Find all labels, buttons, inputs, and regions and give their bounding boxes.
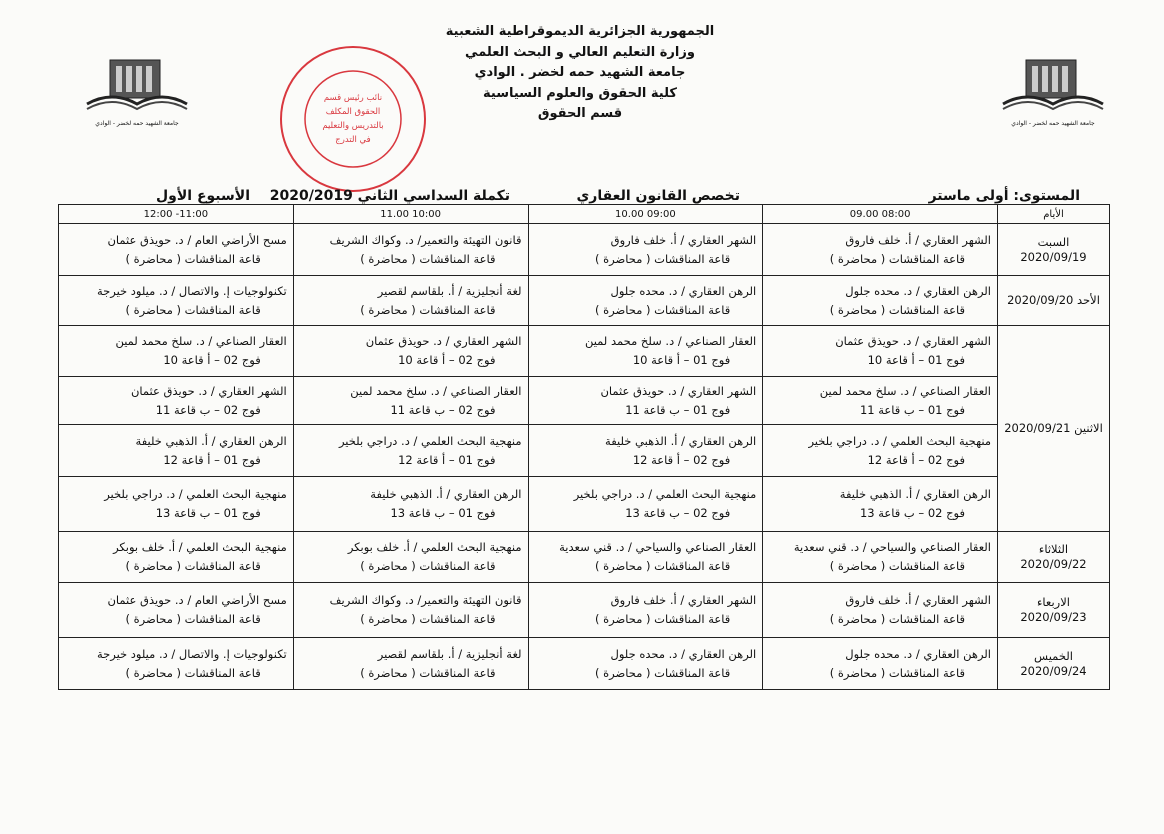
session-cell [293,425,528,477]
session-cell [293,638,528,690]
session-course: الشهر العقاري / د. حويذق عثمان [835,334,991,348]
session-course: العقار الصناعي / د. سلخ محمد لمين [819,383,991,398]
header-line: جامعة الشهيد حمه لخضر . الوادي [474,65,686,80]
session-course: الرهن العقاري / د. محده جلول [845,283,991,298]
session-cell [763,638,998,690]
session-cell [293,477,528,532]
table-row [59,425,1110,477]
schedule-body [59,224,1110,690]
session-room: قاعة المناقشات ( محاضرة ) [829,251,965,266]
session-room: قاعة المناقشات ( محاضرة ) [125,665,261,680]
logo-caption: جامعة الشهيد حمه لخضر - الوادي [1011,120,1095,127]
session-cell [59,224,294,276]
session-cell [763,532,998,583]
session-course: منهجية البحث العلمي / أ. خلف بوبكر [347,540,522,554]
session-course: الشهر العقاري / د. حويذق عثمان [130,383,287,398]
time-slot-header: 09:00 10.00 [528,205,763,224]
session-room: فوج 02 – ب قاعة 13 [859,506,965,520]
day-cell: الثلاثاء 2020/09/22 [998,532,1110,583]
university-building-icon [82,52,192,112]
header-line: كلية الحقوق والعلوم السياسية [483,85,677,101]
day-cell: الاربعاء 2020/09/23 [998,583,1110,638]
table-row [59,583,1110,638]
session-cell [763,583,998,638]
session-course: العقار الصناعي / د. سلخ محمد لمين [584,334,757,348]
table-row [59,224,1110,276]
session-course: الرهن العقاري / د. محده جلول [845,646,991,661]
stamp-ring-text [268,44,274,47]
session-cell [763,377,998,425]
session-cell [528,532,763,583]
session-cell [59,326,294,377]
session-course: العقار الصناعي / د. سلخ محمد لمين [350,383,522,398]
session-room: قاعة المناقشات ( محاضرة ) [360,251,496,266]
session-room: قاعة المناقشات ( محاضرة ) [125,302,261,317]
session-course: العقار الصناعي والسياحي / د. قني سعدية [559,540,757,554]
session-room: قاعة المناقشات ( محاضرة ) [594,665,731,680]
session-cell [59,532,294,583]
official-stamp [268,44,438,194]
session-cell [528,377,763,425]
session-course: الرهن العقاري / د. محده جلول [610,283,757,298]
session-cell [59,377,294,425]
session-cell [763,477,998,532]
semester-label: تكملة السداسي الثاني 2020/2019 [269,188,510,204]
session-room: قاعة المناقشات ( محاضرة ) [829,302,965,317]
session-room: قاعة المناقشات ( محاضرة ) [360,302,496,317]
university-logo [82,52,192,127]
session-course: الرهن العقاري / د. محده جلول [610,646,757,661]
session-course: العقار الصناعي / د. سلخ محمد لمين [115,334,287,348]
session-course: الشهر العقاري / أ. خلف فاروق [610,593,757,607]
session-cell [59,477,294,532]
session-course: الرهن العقاري / أ. الذهبي خليفة [839,487,991,501]
session-cell [293,326,528,377]
session-room: قاعة المناقشات ( محاضرة ) [829,559,965,573]
session-course: منهجية البحث العلمي / د. دراجي بلخير [104,487,287,501]
session-room: فوج 02 – ب قاعة 13 [625,506,731,520]
session-course: مسح الأراضي العام / د. حويذق عثمان [107,232,287,247]
session-cell [59,583,294,638]
session-cell [528,224,763,276]
session-room: فوج 01 – أ قاعة 10 [867,353,965,367]
session-room: فوج 01 – ب قاعة 11 [859,402,965,417]
session-cell [528,477,763,532]
session-cell [59,638,294,690]
session-room: قاعة المناقشات ( محاضرة ) [829,665,965,680]
session-cell [293,377,528,425]
session-course: منهجية البحث العلمي / د. دراجي بلخير [808,433,991,448]
session-course: الشهر العقاري / أ. خلف فاروق [610,232,757,247]
svg-text:وزارة التعليم العالي والبحث ال [268,44,274,47]
session-room: قاعة المناقشات ( محاضرة ) [594,251,731,266]
session-course: الشهر العقاري / أ. خلف فاروق [845,232,991,247]
session-course: قانون التهيئة والتعمير/ د. وكواك الشريف [329,232,522,247]
session-room: فوج 01 – أ قاعة 10 [632,353,731,367]
schedule-table [58,204,1110,690]
stamp-line: بالتدريس والتعليم [322,121,384,131]
session-cell [763,224,998,276]
stamp-line: نائب رئيس قسم [323,93,383,103]
session-room: فوج 01 – ب قاعة 13 [390,506,496,520]
university-logo [998,52,1108,127]
header-line: الجمهورية الجزائرية الديموقراطية الشعبية [445,24,715,39]
session-room: قاعة المناقشات ( محاضرة ) [360,612,496,626]
session-course: الشهر العقاري / د. حويذق عثمان [365,334,522,348]
session-room: فوج 01 – ب قاعة 11 [625,402,731,417]
session-course: لغة أنجليزية / أ. بلقاسم لقصير [377,283,522,298]
table-header-row [59,205,1110,224]
session-course: تكنولوجيات إ. والاتصال / د. ميلود خيرجة [96,646,287,661]
session-room: فوج 02 – أ قاعة 10 [163,353,261,367]
stamp-seal-icon [268,44,438,194]
session-cell [59,276,294,326]
session-course: قانون التهيئة والتعمير/ د. وكواك الشريف [329,593,522,607]
time-slot-header: 08:00 09.00 [763,205,998,224]
day-cell: الخميس 2020/09/24 [998,638,1110,690]
session-room: فوج 02 – أ قاعة 12 [867,452,965,467]
day-cell: الاثنين 2020/09/21 [998,326,1110,532]
session-cell [528,425,763,477]
session-cell [528,583,763,638]
session-room: فوج 02 – أ قاعة 10 [398,353,496,367]
session-room: قاعة المناقشات ( محاضرة ) [125,251,261,266]
session-course: منهجية البحث العلمي / د. دراجي بلخير [573,487,757,501]
session-cell [763,276,998,326]
table-row [59,477,1110,532]
session-course: منهجية البحث العلمي / د. دراجي بلخير [338,433,522,448]
stamp-line: في التدرج [335,135,371,145]
session-course: العقار الصناعي والسياحي / د. قني سعدية [793,540,991,554]
session-course: الرهن العقاري / أ. الذهبي خليفة [605,433,757,448]
table-row [59,377,1110,425]
session-cell [59,425,294,477]
header-block [380,22,780,125]
time-slot-header: 11:00- 12:00 [59,205,294,224]
session-room: فوج 01 – ب قاعة 13 [155,506,261,520]
session-cell [293,224,528,276]
session-cell [763,326,998,377]
stamp-line: الحقوق المكلف [325,107,381,117]
level-label: المستوى: أولى ماستر [928,188,1080,204]
table-row [59,326,1110,377]
session-course: الرهن العقاري / أ. الذهبي خليفة [135,433,287,448]
time-slot-header: 10:00 11.00 [293,205,528,224]
day-column-header: الأيام [998,205,1110,224]
session-cell [528,326,763,377]
session-course: الرهن العقاري / أ. الذهبي خليفة [370,487,522,501]
session-room: فوج 02 – أ قاعة 12 [632,452,731,467]
specialty-label: تخصص القانون العقاري [576,188,740,204]
session-room: قاعة المناقشات ( محاضرة ) [594,612,731,626]
session-room: قاعة المناقشات ( محاضرة ) [360,665,496,680]
session-room: فوج 02 – ب قاعة 11 [155,402,261,417]
session-room: قاعة المناقشات ( محاضرة ) [829,612,965,626]
session-course: منهجية البحث العلمي / أ. خلف بوبكر [113,540,287,554]
session-room: قاعة المناقشات ( محاضرة ) [125,559,261,573]
session-cell [293,583,528,638]
university-building-icon [998,52,1108,112]
session-course: مسح الأراضي العام / د. حويذق عثمان [107,593,287,607]
session-room: قاعة المناقشات ( محاضرة ) [360,559,496,573]
table-row [59,532,1110,583]
session-room: فوج 02 – ب قاعة 11 [390,402,496,417]
session-cell [528,276,763,326]
session-room: فوج 01 – أ قاعة 12 [398,452,496,467]
session-course: لغة أنجليزية / أ. بلقاسم لقصير [377,646,522,661]
table-row [59,276,1110,326]
session-room: قاعة المناقشات ( محاضرة ) [594,302,731,317]
session-room: قاعة المناقشات ( محاضرة ) [125,612,261,626]
session-course: الشهر العقاري / د. حويذق عثمان [600,383,757,398]
session-cell [293,532,528,583]
header-line: قسم الحقوق [537,106,623,121]
session-room: قاعة المناقشات ( محاضرة ) [594,559,731,573]
session-course: الشهر العقاري / أ. خلف فاروق [845,593,991,607]
table-row [59,638,1110,690]
logo-caption: جامعة الشهيد حمه لخضر - الوادي [95,120,179,127]
week-label: الأسبوع الأول [156,188,250,204]
day-cell: الأحد 2020/09/20 [998,276,1110,326]
session-course: تكنولوجيات إ. والاتصال / د. ميلود خيرجة [96,283,287,298]
session-cell [293,276,528,326]
session-room: فوج 01 – أ قاعة 12 [163,452,261,467]
header-line: وزارة التعليم العالي و البحث العلمي [465,44,695,60]
day-cell: السبت 2020/09/19 [998,224,1110,276]
session-cell [763,425,998,477]
session-cell [528,638,763,690]
